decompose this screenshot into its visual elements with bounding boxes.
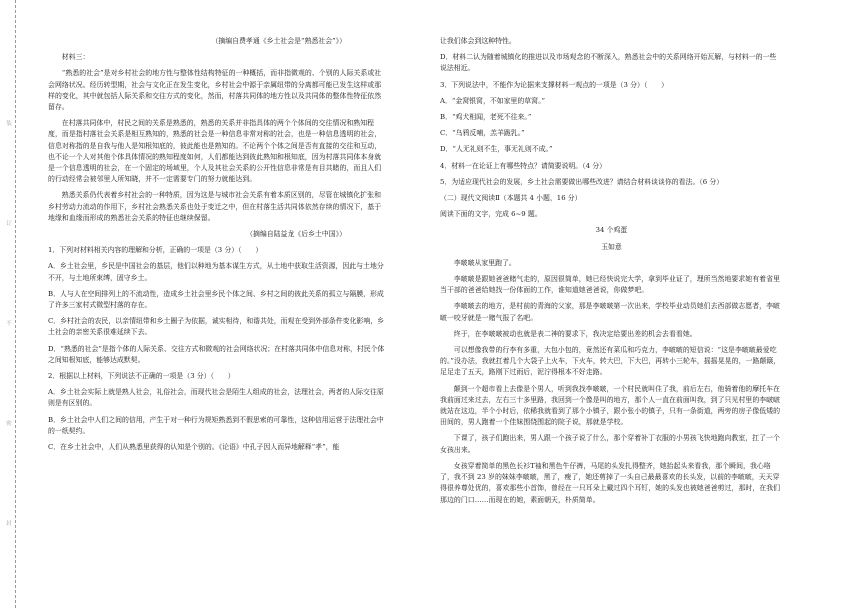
binding-line: [15, 0, 16, 608]
binding-label: 订: [5, 220, 11, 226]
story-paragraph: 下课了，孩子们跑出来，男人跟一个孩子说了什么，那个穿着补丁衣服的小男孩飞快地跑向教室，扛了一个女孩出来。: [440, 434, 781, 454]
material-3-paragraph: 熟悉关系仍代表着乡村社会的一种特质，因为这是与城市社会关系有着本质区别的，尽管在城镇化扩张和乡村劳动力流动的作用下，乡村社会熟悉关系也处于变迁之中，但在村落生活共同体依然存续的情况下，基于地缘和血缘而形成的熟悉社会关系的特征也继续保留。: [48, 191, 382, 222]
binding-label: 密: [5, 420, 11, 426]
question-3-option-d: D．“人无礼则不生，事无礼则不成。”: [440, 145, 553, 154]
question-1-option-d: D．“熟悉的社会”是指个体的人际关系、交往方式和微观的社会网络状况；在村落共同体中信息对称，村民个体之间知根知底，能够达成默契。: [48, 344, 385, 364]
story-paragraph: 可以想像我带的行李有多重，大包小包的，竟然还有菜瓜和巧克力，李啵啵的短信说：“这是李啵啵最爱吃的。”没办法，我就扛着几个大袋子上火车，下火车，转大巴，下大巴，再转小三轮车，摇摇晃晃的，一路颠簸，足足走了五天，路刚下过雨后，泥泞得根本不好走路。: [440, 346, 781, 377]
question-4: 4．材料一在论证上有哪些特点？请简要说明。（4 分）: [440, 161, 606, 170]
story-paragraph: 李啵啵从家里跑了。: [453, 258, 516, 267]
binding-label: 封: [5, 520, 11, 526]
binding-label: 装: [5, 120, 11, 126]
material-3-heading: 材料三：: [61, 53, 90, 62]
story-paragraph: 终于，在李啵啵被动也就是表二神的要求下，我决定给要出差的机会去看看她。: [453, 329, 697, 338]
story-title: 34 个鸡蛋: [595, 226, 628, 235]
question-1: 1．下列对材料相关内容的理解和分析，正确的一项是（3 分）（ ）: [48, 246, 263, 255]
question-2: 2．根据以上材料，下列说法不正确的一项是（3 分）（ ）: [48, 372, 235, 381]
material-3-paragraph: 在村落共同体中，村民之间的关系是熟悉的，熟悉的关系并非指具体的两个个体间的交往情况和熟知程度，而是指村落社会关系是相互熟知的，熟悉的社会是一种信息非常对称的社会，也是一种信息透明的社会，信息对称指的是自我与他人是知根知底的，彼此能也是熟知的。不论两个个体之间是否有直接的交往和互动，也不论一个人对其他个体具体情况的熟知程度如何，人们都能达到彼此熟知和根知底，因为村落共同体本身就是一个信息透明的社会，在一个固定的场域里，个人及其社会关系的公开性信息非常是有目共睹的，而且人们的行动经常会被邻里人所知晓，并不一定需要专门的努力就能达到。: [48, 119, 382, 184]
story-paragraph: 李啵啵是跟她爸爸赌气走的，原因很简单，她已经快说完大学，拿到毕业证了，理所当然地要求她有着省里当干部的爸爸给她找一份体面的工作，谁知道她爸爸说，你做梦吧。: [440, 275, 781, 295]
story-paragraph: 李啵啵去的地方，是村前的青海的父家，那是李啵啵第一次出来，学校毕业动员她们去西部做志愿者，李啵啵一咬牙就是一赌气报了名吧。: [440, 302, 781, 322]
question-3-option-b: B．“鸡犬相闻，老死不往来。”: [440, 113, 532, 122]
story-paragraph: 女孩穿着简单的黑色长衫T袖和黑色牛仔裤，马尾的头发扎得整齐，她抬起头来看我，那个瞬间，我心咯了，我不到 23 岁的妹妹李啵啵，黑了，瘦了，她还剪掉了一头自己最最喜欢的长头发，以前的李啵啵，天天穿得很养尊处优的，喜欢那些小首饰，曾经在一只耳朵上戴过四个耳钉，她的头发也被她爸爸剪过，那时，在我们那边的门口……而现在的她，素面朝天，朴质简单。: [440, 461, 781, 504]
binding-label: 不: [5, 320, 11, 326]
left-column: [48, 36, 386, 453]
source-citation-2: （摘编自陆益龙《后乡土中国》）: [246, 230, 346, 239]
question-2-option-a: A．乡土社会实际上就是熟人社会，礼俗社会，而现代社会是陌生人组成的社会，法理社会，两者的人际交往原则是有区别的。: [48, 388, 384, 408]
question-2-option-c: C．在乡土社会中，人们从熟悉里获得的认知是个别的。《论语》中孔子因人而异地解释“孝”，能: [48, 443, 340, 452]
question-5: 5．为适应现代社会的发展，乡土社会需要做出哪些改进？请结合材料谈谈你的看法。（6 分）: [440, 177, 724, 186]
source-citation-1: （摘编自费孝通《乡土社会是“熟悉社会”》）: [211, 37, 346, 45]
reading-instruction: 阅读下面的文字，完成 6~9 题。: [440, 210, 542, 219]
question-3-option-c: C．“乌鸦反哺，羔羊跪乳。”: [440, 129, 525, 138]
question-1-option-a: A．乡土社会里，乡民是中国社会的基层，他们以种地为基本谋生方式，从土地中获取生活资源，因此与土地分不开，与土地所束缚，固守乡土。: [48, 262, 384, 282]
material-3-paragraph: “熟悉的社会”是对乡村社会的地方性与整体性结构特征的一种概括，而非指微观的、个别的人际关系或社会网络状况。经历转型期，社会与文化正在发生变化，乡村社会中源于亲属纽带的分离都可能已发生这样或那样的变化，其中就包括人际关系和交往方式的变化，然而，村落共同体的地方性以及共同体的整体性特征依然留存。: [48, 69, 382, 112]
question-1-option-b: B．人与人在空间排列上的不流动性，造成乡土社会里乡民个体之间、乡村之间的彼此关系的孤立与隔膜，形成了许多三家村式微型村落的存在。: [48, 289, 384, 310]
question-2-option-c-continued: 让我们体会到这种特性。: [440, 37, 516, 45]
question-2-option-d: D．材料二认为随着城镇化的推进以及市场观念的不断深入，熟悉社会中的关系网络开始瓦解，与材料一的一些说法相近。: [440, 53, 777, 73]
question-1-option-c: C．乡村社会的农民，以亲情纽带和乡土圈子为依据，诚实相待，和谐共处，而观在受到外部条件变化影响，乡土社会的亲密关系很难延续下去。: [48, 317, 385, 337]
section-heading: （二）现代文阅读Ⅱ（本题共 4 小题，16 分）: [440, 194, 582, 203]
question-2-option-b: B．乡土社会中人们之间的信用，产生于对一种行为规矩熟悉到不假思索的可靠性，这种信用运营于法理社会中的一纸契约。: [48, 415, 384, 435]
story-author: 玉如意: [601, 242, 622, 251]
question-3: 3．下列说法中，不能作为论据来支撑材料一观点的一项是（3 分）（ ）: [440, 80, 669, 89]
right-column: [440, 36, 783, 506]
question-3-option-a: A．“金窝银窝，不如家里的草窝。”: [440, 96, 546, 105]
story-paragraph: 颠到一个超市看上去像是个男人，听到我找李啵啵，一个村民就叫住了我，前后左右，他骑着他的摩托车在我前面过来过去，左右三十多里路，我回到一个像是叫的地方，那个人一直在前面叫我，到了只见村里的李啵啵就站在这边，半个小时后，依稀我就看到了那个小镇子，跟小张小的镇子，只有一条街道，两旁的房子像低矮的田间的，男人跑着一个佳妹围绕围起的院子说，那就是学校。: [440, 384, 781, 427]
